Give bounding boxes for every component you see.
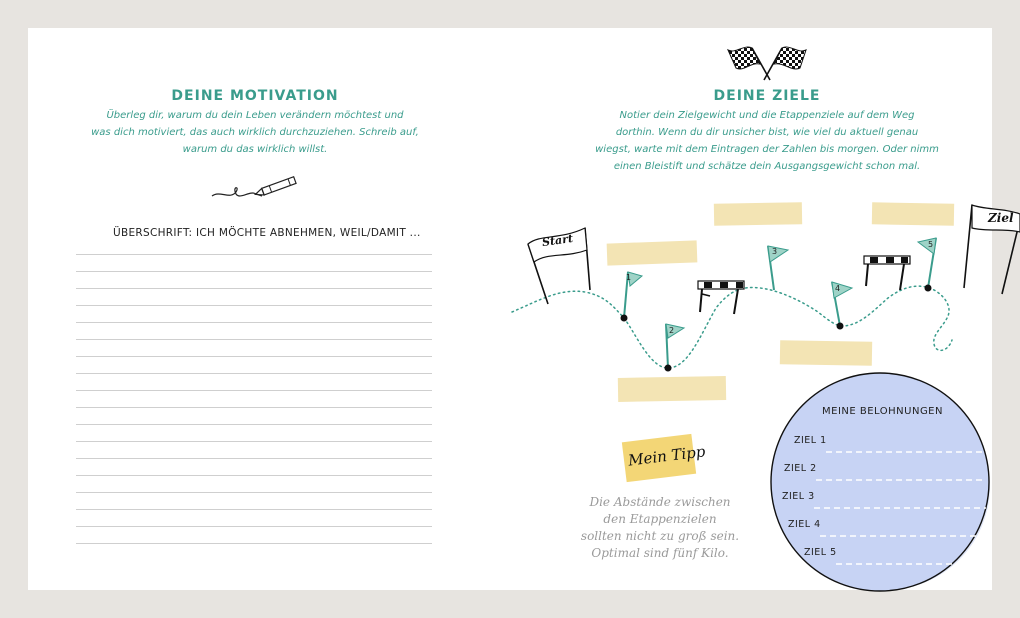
goal-label: ZIEL 3 <box>782 491 815 502</box>
flag-number: 1 <box>626 273 632 282</box>
goal-label: ZIEL 5 <box>804 547 837 558</box>
intro-line: wiegst, warte mit dem Eintragen der Zahlen bis morgen. Oder nimm <box>595 144 939 155</box>
tape-field <box>618 376 726 402</box>
tip-line: Optimal sind fünf Kilo. <box>591 546 729 560</box>
flag-number: 5 <box>928 240 934 249</box>
intro-line: dorthin. Wenn du dir unsicher bist, wie viel du aktuell genau <box>615 127 919 138</box>
milestone-flag-3 <box>768 246 788 290</box>
flag-number: 4 <box>835 284 841 293</box>
milestone-flag-5 <box>918 238 936 292</box>
intro-line: einen Bleistift und schätze dein Ausgangsgewicht schon mal. <box>613 161 921 172</box>
headline-label: ÜBERSCHRIFT: ICH MÖCHTE ABNEHMEN, WEIL/DAMIT ... <box>113 227 421 239</box>
goals-heading: DEINE ZIELE <box>713 88 821 104</box>
tip-title: Mein Tipp <box>627 442 707 470</box>
tip-line: sollten nicht zu groß sein. <box>580 529 740 543</box>
hurdle-icon <box>864 256 910 290</box>
goal-label: ZIEL 2 <box>784 463 817 474</box>
motivation-heading: DEINE MOTIVATION <box>171 88 339 104</box>
tip-line: Die Abstände zwischen <box>589 495 731 509</box>
rewards-title: MEINE BELOHNUNGEN <box>822 406 943 417</box>
tip-text <box>580 494 740 562</box>
tape-field <box>607 240 698 265</box>
milestone-flag-2 <box>665 324 685 372</box>
tape-field <box>714 202 802 226</box>
hurdle-icon <box>698 281 744 314</box>
intro-line: Überleg dir, warum du dein Leben verändern möchtest und <box>106 110 404 121</box>
tip-line: den Etappenzielen <box>603 512 717 526</box>
start-label: Start <box>541 231 574 250</box>
tape-field <box>872 202 954 225</box>
finish-label: Ziel <box>988 211 1014 225</box>
milestone-flag-1 <box>621 272 643 322</box>
flag-number: 2 <box>669 326 675 335</box>
goal-label: ZIEL 1 <box>794 435 827 446</box>
tape-field <box>780 340 872 366</box>
intro-line: was dich motiviert, das auch wirklich durchzuziehen. Schreib auf, <box>91 127 419 138</box>
flag-number: 3 <box>772 247 778 256</box>
dotted-path <box>512 286 952 368</box>
intro-line: warum du das wirklich willst. <box>182 144 328 155</box>
intro-line: Notier dein Zielgewicht und die Etappenziele auf dem Weg <box>619 110 915 121</box>
goal-label: ZIEL 4 <box>788 519 821 530</box>
